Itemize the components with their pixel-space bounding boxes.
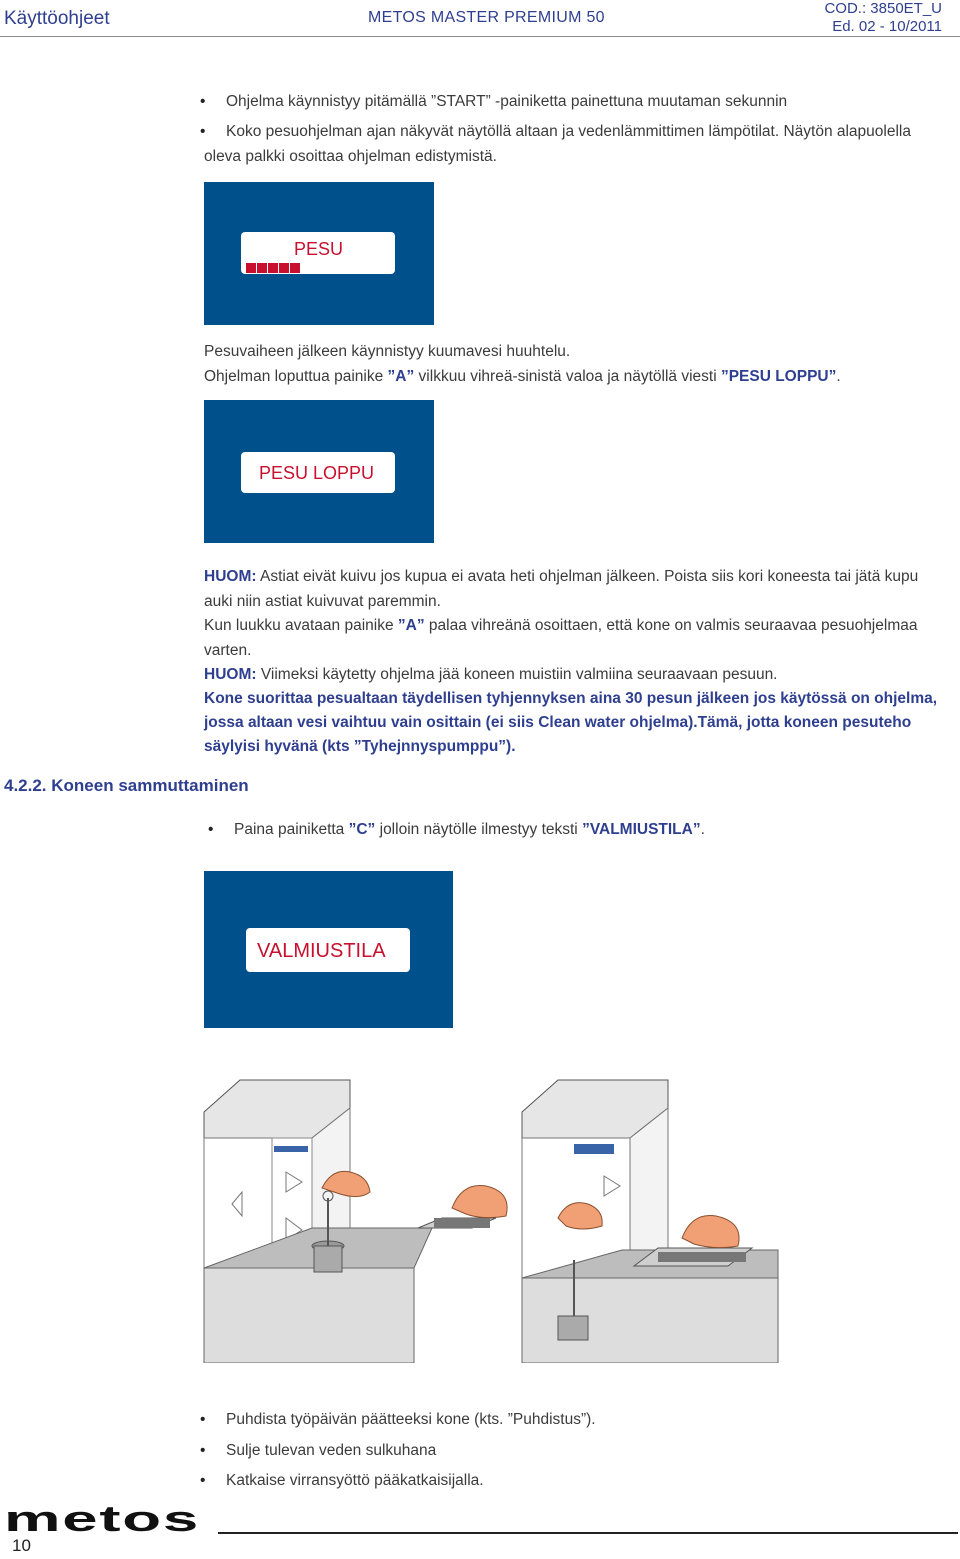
note-drying: HUOM: Astiat eivät kuivu jos kupua ei avata heti ohjelman jälkeen. Poista siis kori koneesta tai jätä kupu auki niin astiat kuivuvat paremmin. xyxy=(204,568,919,610)
edition-line: Ed. 02 - 10/2011 xyxy=(832,18,942,35)
progress-segment xyxy=(279,263,289,273)
display-panel-valmiustila xyxy=(204,871,453,1028)
product-name: METOS MASTER PREMIUM 50 xyxy=(368,9,605,26)
note-memory: HUOM: Viimeksi käytetty ohjelma jää koneen muistiin valmiina seuraavaan pesuun. xyxy=(204,666,778,683)
button-a-ref: ”A” xyxy=(387,368,415,385)
drain-info: Kone suorittaa pesualtaan täydellisen tyhjennyksen aina 30 pesun jälkeen jos käytössä on ohjelma, jossa altaan vesi vaihtuu vain osittain (ei siis Clean water ohjelma).Tämä, jotta koneen pesuteho säylyisi hyvänä (kts ”Tyhejnnyspumppu”). xyxy=(204,690,938,755)
dishwasher-left-icon xyxy=(204,1080,507,1363)
page-number: 10 xyxy=(12,1536,31,1555)
shutdown-bullet: • Paina painiketta ”C” jolloin näytölle ilmestyy teksti ”VALMIUSTILA”. xyxy=(234,817,705,842)
bullet-temperatures: • Koko pesuohjelman ajan näkyvät näytöllä altaan ja vedenlämmittimen lämpötilat. Näytön alapuolella xyxy=(226,119,911,144)
note-label: HUOM: xyxy=(204,666,257,683)
message-ref: ”VALMIUSTILA” xyxy=(582,821,701,838)
display-panel-pesu-loppu xyxy=(204,400,434,543)
display-text: PESU xyxy=(294,239,344,259)
dishwasher-cleaning-illustration xyxy=(202,1078,782,1363)
metos-logo xyxy=(4,1506,204,1536)
code-line: COD.: 3850ET_U xyxy=(824,0,942,17)
progress-segment xyxy=(257,263,267,273)
button-c-ref: ”C” xyxy=(348,821,376,838)
button-a-ref: ”A” xyxy=(397,617,425,634)
header-divider xyxy=(0,36,960,37)
progress-segment xyxy=(268,263,278,273)
manual-title: Käyttöohjeet xyxy=(4,8,110,29)
bullet-temperatures-cont: oleva palkki osoittaa ohjelman edistymistä. xyxy=(204,148,497,165)
progress-segment xyxy=(290,263,300,273)
display-screen xyxy=(241,232,395,274)
message-ref: ”PESU LOPPU” xyxy=(720,368,837,385)
program-end-text: Ohjelman loputtua painike ”A” vilkkuu vihreä-sinistä valoa ja näytöllä viesti ”PESU LOPPU”. xyxy=(204,368,841,385)
progress-segment xyxy=(246,263,256,273)
door-text: Kun luukku avataan painike ”A” palaa vihreänä osoittaen, että kone on valmis seuraavaa pesuohjelmaa varten. xyxy=(204,617,918,659)
progress-bar xyxy=(246,260,301,270)
display-screen xyxy=(246,928,410,972)
display-screen xyxy=(241,452,395,493)
bullet-water-valve: • Sulje tulevan veden sulkuhana xyxy=(226,1438,436,1463)
dishwasher-right-icon xyxy=(522,1080,778,1363)
rinse-text: Pesuvaiheen jälkeen käynnistyy kuumavesi huuhtelu. xyxy=(204,343,571,360)
display-text: VALMIUSTILA xyxy=(257,940,386,962)
section-title: 4.2.2. Koneen sammuttaminen xyxy=(4,776,249,795)
document-code xyxy=(824,0,942,36)
display-text: PESU LOPPU xyxy=(259,463,375,483)
bullet-start: • Ohjelma käynnistyy pitämällä ”START” -painiketta painettuna muutaman sekunnin xyxy=(226,89,787,114)
bullet-clean: • Puhdista työpäivän päätteeksi kone (kts. ”Puhdistus”). xyxy=(226,1407,596,1432)
note-label: HUOM: xyxy=(204,568,257,585)
logo-wordmark: metos xyxy=(4,1506,200,1536)
footer-divider xyxy=(218,1532,958,1534)
bullet-power: • Katkaise virransyöttö pääkatkaisijalla. xyxy=(226,1468,484,1493)
display-panel-pesu xyxy=(204,182,434,325)
